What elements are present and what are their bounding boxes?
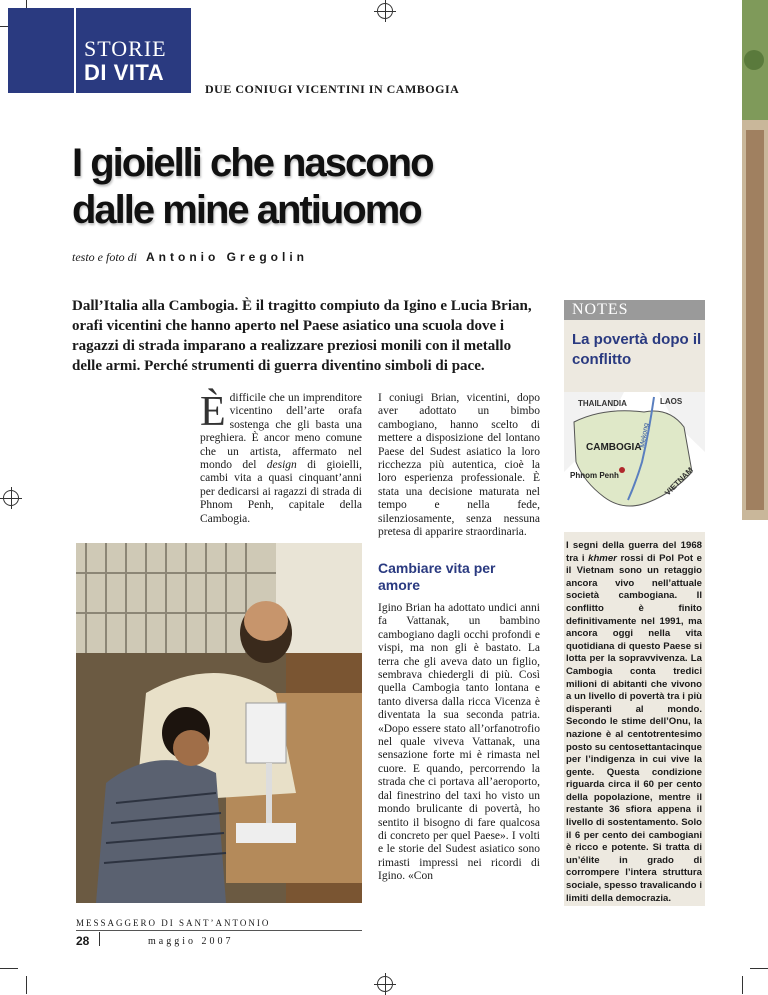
lede: Dall’Italia alla Cambogia. È il tragitto compiuto da Igino e Lucia Brian, orafi vicentini che hanno aperto nel Paese asiatico una scuola dove i ragazzi di strada imparano a realizzare preziosi monili con il metallo delle armi. Perché strumenti di guerra diventino simboli di pace. (72, 298, 532, 374)
footer-date: maggio 2007 (148, 936, 234, 947)
crop-mark (742, 976, 743, 994)
map-label-thailand: THAILANDIA (578, 399, 627, 408)
notes-text-part: rossi di Pol Pot e il Vietnam sono un retaggio ancora vivo nell’attuale società cambogiana. Il conflitto è finito definitivamente nel 1991, ma ancora oggi nella vita quotidiana di questo Paese si lotta per la sopravvivenza. La Cambogia conta tredici milioni di abitanti che vivono a un livello di povertà tra i più disperanti al mondo. Secondo le stime dell’Onu, la nazione è al centotrentesimo posto su centosettantacinque per l’indigenza in cui vive la gente. Questa condizione riguarda circa il 60 per cento della popolazione, mentre il restante 36 sfiora appena il livello di sostentamento. Solo il 6 per cento dei cambogiani è ricco e potente. Si tratta di un’élite in grado di corrompere l’intera struttura sociale, spesso travalicando i limiti della democrazia. (566, 552, 703, 904)
registration-mark (377, 976, 393, 992)
notes-title: La povertà dopo il conflitto (572, 331, 702, 368)
notes-text-part: I segni della guerra del 1968 tra i (566, 540, 702, 564)
workshop-photo (76, 543, 362, 903)
drop-cap: È (200, 389, 226, 435)
footer-rule (76, 930, 362, 931)
body-column-2: I coniugi Brian, vicentini, dopo aver adottato un bimbo cambogiano, hanno scelto di mettere a disposizione del lontano Paese del Sudest asiatico la loro ricchezza più autentica, cioè la loro esperienza professionale. È stata una decisione maturata nel tempo e nella fede, silenziosamente, senza nessuna pretesa di apparire straordinaria. (378, 392, 540, 539)
body-text: di gioielli, cambi vita a quasi cinquant’anni per dedicarsi ai ragazzi di strada di Phnom Penh, capitale della Cambogia. (200, 459, 362, 525)
page-number: 28 (76, 934, 90, 948)
registration-mark (377, 3, 393, 19)
page-number-divider (99, 932, 100, 946)
notes-text-italic: khmer (588, 552, 617, 564)
section-label (8, 8, 191, 93)
headline (72, 140, 592, 234)
notes-text (566, 540, 702, 905)
byline-prefix: testo e foto di (72, 250, 137, 264)
section-line1: STORIE (84, 36, 167, 61)
crop-mark (750, 968, 768, 969)
body-text: difficile che un imprenditore vicentino dell’arte orafa sostenga che gli basta una preghiera. È ancor meno comune che un artista, affermato nel mondo del (200, 392, 362, 472)
registration-mark (3, 490, 19, 506)
headline-line1: I gioielli che nascono (72, 141, 433, 185)
footer-publication: MESSAGGERO DI SANT’ANTONIO (76, 918, 271, 928)
map-label-laos: LAOS (660, 397, 683, 406)
body-column-3: Igino Brian ha adottato undici anni fa Vattanak, un bambino cambogiano dagli occhi profondi e vispi, ma non gli è bastato. La terra che gli aveva dato un figlio, sembrava chiedergli di più. Così quella Cambogia tanto lontana e tanto diversa dalla ricca Vicenza è diventata la sua seconda patria. «Dopo essere stato all’orfanotrofio nel quale viveva Vattanak, una sensazione forte mi è rimasta nel cuore. E quando, percorrendo la strada che ci portava all’aeroporto, dal finestrino del taxi ho visto un mondo brulicante di povertà, ho sentito il bisogno di fare qualcosa di concreto per quel Paese». I volti e le storie del Sudest asiatico sono rimasti impressi nei ricordi di Igino. «Con (378, 602, 540, 883)
notes-header: NOTES (564, 300, 705, 320)
subheading: Cambiare vita per amore (378, 560, 496, 593)
map-label-cambodia: CAMBOGIA (586, 442, 642, 453)
map-label-mekong: Mekong (639, 422, 651, 449)
body-text-italic: design (266, 459, 297, 472)
map-label-vietnam: VIETNAM (663, 465, 695, 498)
body-column-1 (200, 389, 362, 526)
kicker: DUE CONIUGI VICENTINI IN CAMBOGIA (205, 82, 460, 96)
cambodia-map (564, 392, 705, 532)
map-label-phnom-penh: Phnom Penh (570, 471, 619, 480)
crop-mark (26, 976, 27, 994)
byline (72, 250, 308, 265)
headline-line2: dalle mine antiuomo (72, 188, 421, 232)
side-photo-strip (742, 0, 768, 520)
section-line2: DI VITA (84, 60, 165, 85)
crop-mark (0, 968, 18, 969)
byline-author: Antonio Gregolin (146, 250, 308, 264)
